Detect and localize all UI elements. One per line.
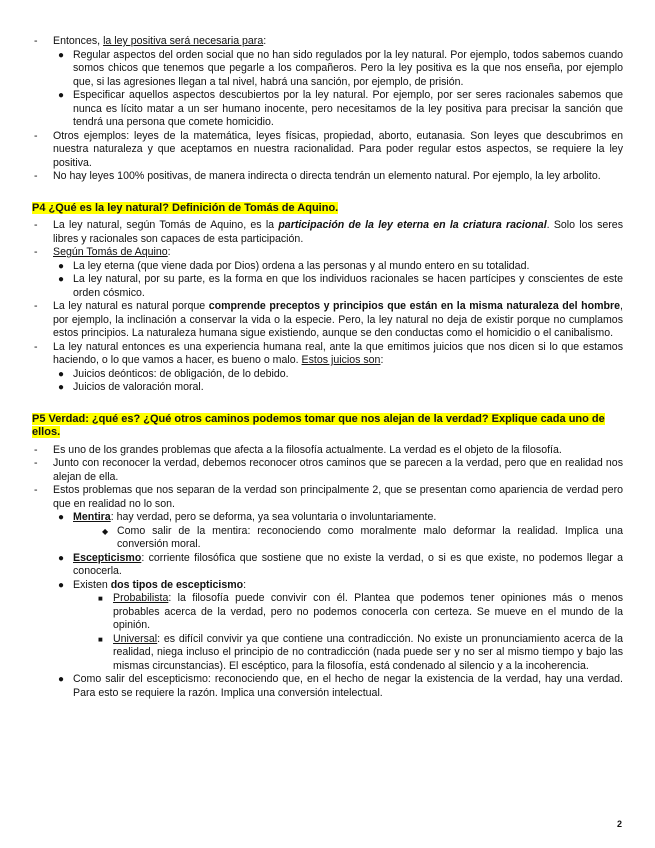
underlined-phrase: Según Tomás de Aquino — [53, 246, 168, 258]
square-marker: ■ — [98, 634, 103, 644]
list-item: ● Juicios deónticos: de obligación, de lo debido. — [58, 367, 289, 380]
intro-list — [32, 35, 623, 184]
p4-list — [32, 219, 623, 395]
bullet-marker: ● — [58, 49, 65, 61]
dash-marker: - — [34, 129, 38, 142]
dash-marker: - — [34, 170, 38, 182]
section-heading-p4: P4 ¿Qué es la ley natural? Definición de Tomás de Aquino. — [32, 201, 339, 214]
list-item: - La ley natural entonces es una experiencia humana real, ante la que emitimos juicios que nos dicen si lo que estamos haciendo, o lo que vamos a hacer, es bueno o malo. Estos juicios son: ● Juicios deónticos: de obligación, de lo debido. ● Juicios de valoración moral. — [34, 340, 623, 393]
list-item: ◆ Como salir de la mentira: reconociendo como moralmente malo deformar la realidad. Implica una conversión moral. — [102, 524, 623, 550]
term-escepticismo: Escepticismo — [73, 551, 142, 564]
list-item: - No hay leyes 100% positivas, de manera indirecta o directa tendrán un elemento natural. Por ejemplo, la ley arbolito. — [34, 170, 601, 182]
dash-marker: - — [34, 219, 38, 231]
bullet-marker: ● — [58, 274, 65, 285]
dash-marker: - — [34, 484, 38, 496]
list-item: ● Regular aspectos del orden social que no han sido regulados por la ley natural. Por ejemplo, todos sabemos cuando somos chicos que tenemos que pegarle a los compañeros. Pero la ley positiva es la que nos enseña, por ejemplo que, si las agresiones llegan a tal nivel, habrá una sanción, por ejemplo, de prisión. — [58, 48, 623, 88]
list-item: - Estos problemas que nos separan de la verdad son principalmente 2, que se presentan como apariencia de verdad pero que en realidad no lo son. ● Mentira: hay verdad, pero se deforma, ya sea voluntaria o involuntariamente. ◆ Como salir de la mentira: reconociendo como moralmente malo deformar la realidad. Implica una conversión moral. ● Escepticismo: corriente filosófica que sostiene que no existe la verdad, o si es que existe, no podemos llegar a conocerla. ● Existen dos tipos de escepticismo: ■ Probabilista: la filosofía puede convivir con él. Plantea que podemos tener opiniones más o menos probables acerca de la verdad, pero no podemos conocerla con certeza. Se mueve en el mundo de la opinión. ■ Universal: es difícil convivir ya que contiene una contradicción. No existe un pronunciamiento acerca de la realidad, niega incluso el principio de no contradicción (nada puede ser y no ser al mismo tiempo y bajo las mismas circunstancias). El escéptico, para la filosofía, está condenado al silencio y a la incoherencia. ● Como salir del escepticismo: reconociendo que, en el hecho de negar la existencia de la verdad, hay una verdad. Para esto se requiere la razón. Implica una conversión intelectual. — [34, 484, 623, 699]
list-item: - Junto con reconocer la verdad, debemos reconocer otros caminos que se parecen a la verdad, pero que en realidad nos alejan de ella. — [34, 457, 623, 483]
list-item: ● Como salir del escepticismo: reconociendo que, en el hecho de negar la existencia de la verdad, hay una verdad. Para esto se requiere la razón. Implica una conversión intelectual. — [58, 673, 623, 699]
bullet-marker: ● — [58, 260, 65, 272]
bold-phrase: dos tipos de escepticismo — [110, 578, 244, 591]
list-item: - Entonces, la ley positiva será necesaria para: ● Regular aspectos del orden social que no han sido regulados por la ley natural. Por ejemplo, todos sabemos cuando somos chicos que tenemos que pegarle a los compañeros. Pero la ley positiva es la que nos enseña, por ejemplo que, si las agresiones llegan a tal nivel, habrá una sanción, por ejemplo, de prisión. ● Especificar aquellos aspectos descubiertos por la ley natural. Por ejemplo, por ser seres racionales sabemos que nunca es lícito matar a un ser humano inocente, pero necesitamos de la ley positiva para precisar la sanción que tendrá una persona que comete homicidio. — [34, 35, 623, 128]
p5-list — [32, 444, 623, 701]
list-item: ■ Universal: es difícil convivir ya que contiene una contradicción. No existe un pronunciamiento acerca de la realidad, niega incluso el principio de no contradicción (nada puede ser y no ser al mismo tiempo y bajo las mismas circunstancias). El escéptico, para la filosofía, está condenado al silencio y a la incoherencia. — [98, 632, 623, 672]
bullet-marker: ● — [58, 368, 65, 380]
emphasis-text: participación de la ley eterna en la criatura racional — [278, 219, 547, 231]
term-probabilista: Probabilista — [113, 592, 169, 604]
page-number: 2 — [617, 819, 623, 829]
underlined-phrase: Estos juicios son — [301, 354, 381, 366]
bullet-list — [57, 511, 623, 700]
list-item: - Otros ejemplos: leyes de la matemática, leyes físicas, propiedad, aborto, eutanasia. Son leyes que descubrimos en nuestra naturaleza y que aceptamos en nuestra racionalidad. Para poder regular estos aspectos, se requiere la ley positiva. — [34, 129, 623, 169]
bullet-list — [57, 368, 623, 395]
sub-bullet-list — [97, 592, 623, 673]
diamond-marker: ◆ — [102, 526, 109, 536]
list-item: - Según Tomás de Aquino: ● La ley eterna (que viene dada por Dios) ordena a las personas y al mundo entero en su totalidad. ● La ley natural, por su parte, es la forma en que los individuos racionales se hacen partícipes y conscientes de este orden cósmico. — [34, 246, 623, 299]
bullet-marker: ● — [58, 579, 65, 591]
bullet-marker: ● — [58, 674, 65, 685]
bullet-list — [57, 260, 623, 301]
dash-marker: - — [34, 443, 38, 456]
underlined-phrase: la ley positiva será necesaria para — [103, 35, 264, 47]
list-item: ● La ley eterna (que viene dada por Dios) ordena a las personas y al mundo entero en su totalidad. — [58, 259, 530, 272]
list-item: ● La ley natural, por su parte, es la forma en que los individuos racionales se hacen partícipes y conscientes de este orden cósmico. — [58, 273, 623, 299]
bullet-list — [57, 49, 623, 130]
bullet-marker: ● — [58, 552, 65, 564]
dash-marker: - — [34, 457, 38, 469]
bullet-marker: ● — [58, 382, 65, 393]
bold-phrase: comprende preceptos y principios que están en la misma naturaleza del hombre — [208, 300, 621, 312]
list-item: - La ley natural es natural porque comprende preceptos y principios que están en la misma naturaleza del hombre, por ejemplo, la inclinación a conservar la vida o la especie. Pero, la ley natural no deja de existir porque no cumplamos estos principios. La naturaleza humana sigue existiendo, aunque se den conductas como el homicidio o el canibalismo. — [34, 300, 623, 339]
list-item: ● Especificar aquellos aspectos descubiertos por la ley natural. Por ejemplo, por ser seres racionales sabemos que nunca es lícito matar a un ser humano inocente, pero necesitamos de la ley positiva para precisar la sanción que tendrá una persona que comete homicidio. — [58, 89, 623, 128]
list-item: ● Juicios de valoración moral. — [58, 381, 204, 393]
term-universal: Universal — [113, 632, 158, 645]
bullet-marker: ● — [58, 512, 65, 523]
list-item: - Es uno de los grandes problemas que afecta a la filosofía actualmente. La verdad es el objeto de la filosofía. — [34, 443, 562, 456]
square-marker: ■ — [98, 594, 103, 603]
list-item: ● Existen dos tipos de escepticismo: ■ Probabilista: la filosofía puede convivir con él. Plantea que podemos tener opiniones más o menos probables acerca de la verdad, pero no podemos conocerla con certeza. Se mueve en el mundo de la opinión. ■ Universal: es difícil convivir ya que contiene una contradicción. No existe un pronunciamiento acerca de la realidad, niega incluso el principio de no contradicción (nada puede ser y no ser al mismo tiempo y bajo las mismas circunstancias). El escéptico, para la filosofía, está condenado al silencio y a la incoherencia. — [58, 578, 623, 672]
dash-marker: - — [34, 300, 38, 312]
dash-marker: - — [34, 246, 38, 258]
bullet-marker: ● — [58, 90, 65, 101]
dash-marker: - — [34, 35, 38, 47]
dash-marker: - — [34, 340, 38, 353]
section-heading-p5: P5 Verdad: ¿qué es? ¿Qué otros caminos podemos tomar que nos alejan de la verdad? Explique cada uno de ellos. — [32, 412, 605, 438]
list-item: ● Mentira: hay verdad, pero se deforma, ya sea voluntaria o involuntariamente. ◆ Como salir de la mentira: reconociendo como moralmente malo deformar la realidad. Implica una conversión moral. — [58, 511, 623, 550]
list-item: ● Escepticismo: corriente filosófica que sostiene que no existe la verdad, o si es que existe, no podemos llegar a conocerla. — [58, 551, 623, 577]
list-item: ■ Probabilista: la filosofía puede convivir con él. Plantea que podemos tener opiniones más o menos probables acerca de la verdad, pero no podemos conocerla con certeza. Se mueve en el mundo de la opinión. — [98, 592, 623, 631]
list-item: - La ley natural, según Tomás de Aquino, es la participación de la ley eterna en la criatura racional. Solo los seres libres y racionales son capaces de esta participación. — [34, 219, 623, 245]
term-mentira: Mentira — [73, 511, 111, 523]
sub-bullet-list — [101, 525, 623, 552]
